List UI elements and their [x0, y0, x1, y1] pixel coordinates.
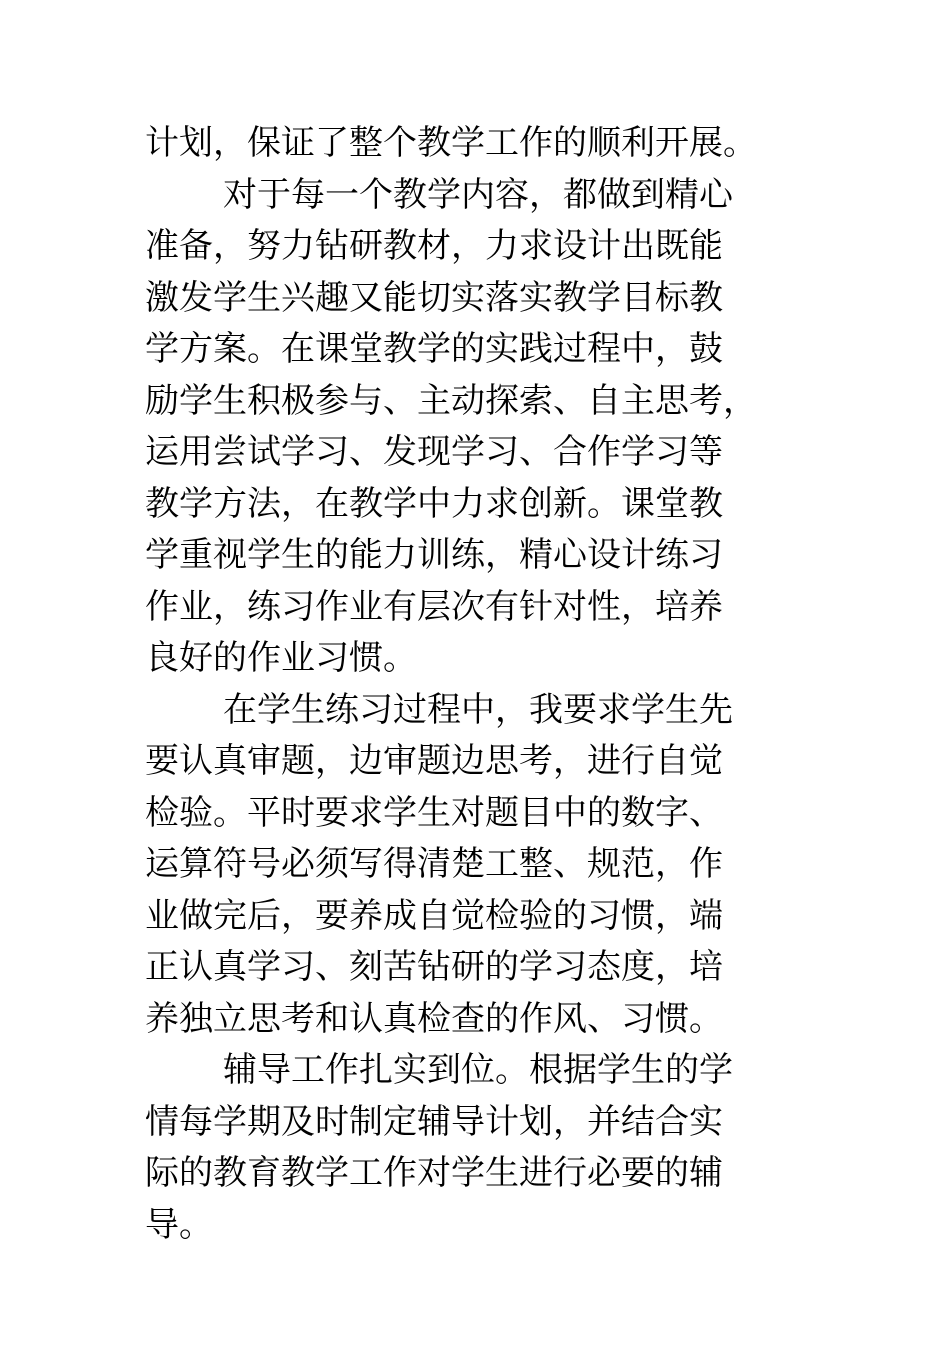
text-line: 际的教育教学工作对学生进行必要的辅 [145, 1153, 723, 1193]
paragraph-1 [145, 118, 765, 170]
paragraph-4 [145, 1045, 765, 1251]
text-line: 学重视学生的能力训练，精心设计练习 [145, 535, 723, 575]
paragraph-3 [145, 685, 765, 1046]
text-line: 辅导工作扎实到位。根据学生的学 [223, 1050, 733, 1090]
text-line: 导。 [145, 1204, 213, 1245]
text-line: 养独立思考和认真检查的作风、习惯。 [145, 998, 723, 1039]
text-line: 业做完后，要养成自觉检验的习惯，端 [145, 895, 723, 936]
text-line: 运用尝试学习、发现学习、合作学习等 [145, 432, 723, 472]
paragraph-2 [145, 170, 765, 685]
text-line: 激发学生兴趣又能切实落实教学目标教 [145, 277, 723, 318]
text-line: 情每学期及时制定辅导计划，并结合实 [145, 1101, 723, 1142]
text-line: 作业，练习作业有层次有针对性，培养 [145, 586, 723, 627]
text-line: 在学生练习过程中，我要求学生先 [223, 689, 733, 730]
text-line: 良好的作业习惯。 [145, 638, 417, 678]
text-line: 准备，努力钻研教材，力求设计出既能 [145, 226, 723, 266]
text-line: 对于每一个教学内容，都做到精心 [223, 174, 733, 215]
text-line: 教学方法，在教学中力求创新。课堂教 [145, 483, 723, 524]
text-line: 要认真审题，边审题边思考，进行自觉 [145, 741, 723, 781]
text-line: 计划，保证了整个教学工作的顺利开展。 [145, 123, 757, 163]
text-line: 正认真学习、刻苦钻研的学习态度，培 [145, 947, 723, 987]
text-line: 学方案。在课堂教学的实践过程中，鼓 [145, 329, 723, 369]
text-line: 运算符号必须写得清楚工整、规范，作 [145, 844, 723, 884]
body-text [145, 118, 765, 1251]
text-line: 励学生积极参与、主动探索、自主思考， [145, 380, 757, 421]
text-line: 检验。平时要求学生对题目中的数字、 [145, 792, 723, 833]
